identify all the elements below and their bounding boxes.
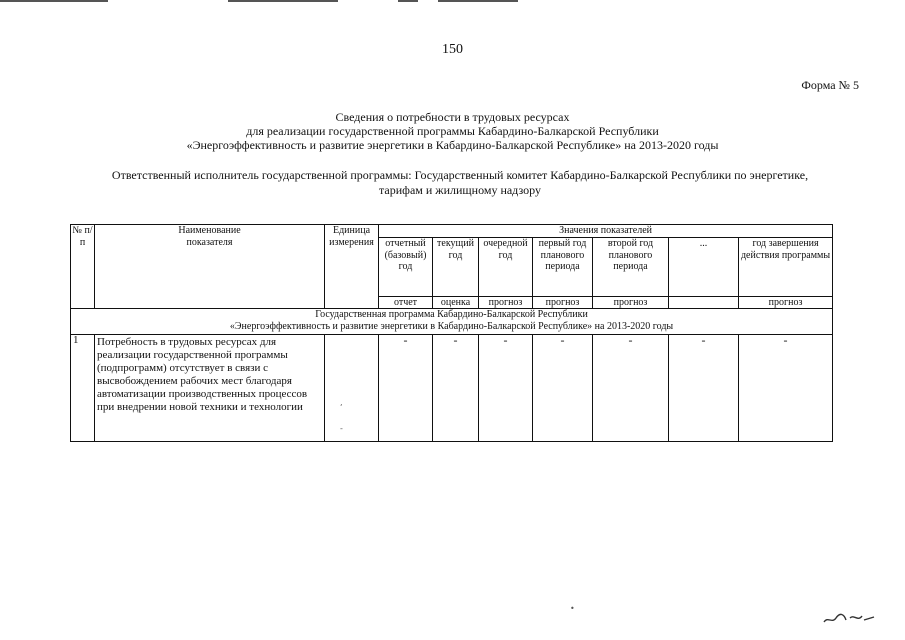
responsible-executor <box>70 168 850 198</box>
row-value-base-year: - <box>379 335 433 442</box>
row-value-final-year: - <box>739 335 833 442</box>
row-value-current-year: - <box>433 335 479 442</box>
scan-edge-mark-1 <box>0 0 108 2</box>
row-indicator-name: Потребность в трудовых ресурсах для реализации государственной программы (подпрограмм) отсутствует в связи с высвобождением рабочих мест благодаря автоматизации производственных процессов при внедрении новой техники и технологии <box>95 335 325 442</box>
section-line-2: «Энергоэффективность и развитие энергетики в Кабардино-Балкарской Республике» на 2013-2020 годы <box>229 321 674 332</box>
title-line-2: для реализации государственной программы Кабардино-Балкарской Республики <box>246 124 659 138</box>
section-line-1: Государственная программа Кабардино-Балкарской Республики <box>315 309 588 320</box>
labor-resources-table <box>70 224 833 442</box>
scan-speck-2: - <box>340 424 343 433</box>
header-name-line-2: показателя <box>186 236 233 248</box>
row-value-plan-year-1: - <box>533 335 593 442</box>
kind-ellipsis <box>669 297 739 309</box>
scan-speck-3: • <box>570 604 575 613</box>
document-title <box>0 110 905 152</box>
header-col-plan-year-2: второй год планового периода <box>593 238 669 297</box>
scan-edge-mark-4 <box>438 0 518 2</box>
executor-line-2: тарифам и жилищному надзору <box>379 183 541 197</box>
header-col-base-year: отчетный (базовый) год <box>379 238 433 297</box>
row-value-next-year: - <box>479 335 533 442</box>
header-col-current-year: текущий год <box>433 238 479 297</box>
header-name <box>95 225 325 309</box>
kind-next-year: прогноз <box>479 297 533 309</box>
row-value-plan-year-2: - <box>593 335 669 442</box>
kind-plan-year-2: прогноз <box>593 297 669 309</box>
header-unit-line-1: Единица <box>332 225 371 236</box>
header-name-line-1: Наименование <box>178 225 241 236</box>
scan-edge-mark-2 <box>228 0 338 2</box>
handwritten-mark <box>822 610 878 626</box>
title-line-1: Сведения о потребности в трудовых ресурсах <box>335 110 570 124</box>
section-program-title <box>71 309 833 335</box>
kind-plan-year-1: прогноз <box>533 297 593 309</box>
header-col-plan-year-1: первый год планового периода <box>533 238 593 297</box>
header-unit-line-2: измерения <box>329 236 374 248</box>
header-col-ellipsis: ... <box>669 238 739 297</box>
scan-speck-1: , <box>340 398 343 407</box>
header-col-final-year: год завершения действия программы <box>739 238 833 297</box>
title-line-3: «Энергоэффективность и развитие энергетики в Кабардино-Балкарской Республике» на 2013-2020 годы <box>186 138 719 152</box>
header-col-next-year: очередной год <box>479 238 533 297</box>
page-number: 150 <box>442 42 463 57</box>
row-num: 1 <box>71 335 95 442</box>
executor-line-1: Ответственный исполнитель государственной программы: Государственный комитет Кабардино-Балкарской Республики по энергетике, <box>111 168 809 182</box>
kind-current-year: оценка <box>433 297 479 309</box>
kind-final-year: прогноз <box>739 297 833 309</box>
header-values-group: Значения показателей <box>379 225 833 238</box>
row-value-ellipsis: - <box>669 335 739 442</box>
scan-edge-mark-3 <box>398 0 418 2</box>
kind-base-year: отчет <box>379 297 433 309</box>
form-number: Форма № 5 <box>801 78 859 92</box>
table-row <box>71 335 833 442</box>
row-unit <box>325 335 379 442</box>
header-unit <box>325 225 379 309</box>
header-num: № п/п <box>71 225 95 309</box>
